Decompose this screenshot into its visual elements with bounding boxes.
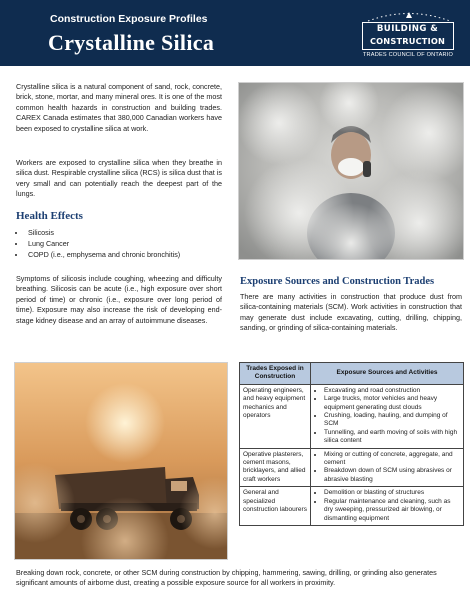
worker-dust-photo (238, 82, 464, 260)
table-cell-activities (311, 487, 464, 526)
table-cell-trade: Operating engineers, and heavy equipment mechanics and operators (240, 384, 311, 448)
table-row (240, 384, 464, 448)
list-item: • COPD (i.e., emphysema and chronic bronchitis) (26, 250, 180, 261)
table-cell-trade: General and specialized construction labourers (240, 487, 311, 526)
table-row (240, 448, 464, 487)
logo-frame (362, 22, 454, 50)
list-item: • Breakdown down of SCM using abrasives or abrasive blasting (324, 467, 460, 484)
list-item: • Regular maintenance and cleaning, such as dry sweeping, pressurized air blowing, or dismantling equipment (324, 498, 460, 523)
list-item: • Crushing, loading, hauling, and dumping of SCM (324, 412, 460, 429)
list-item: • Tunnelling, and earth moving of soils with high silica content (324, 429, 460, 446)
list-item: • Mixing or cutting of concrete, aggregate, and cement (324, 451, 460, 468)
logo-line-1: BUILDING & (376, 24, 439, 34)
list-item: • Demolition or blasting of structures (324, 489, 460, 497)
table-header-sources: Exposure Sources and Activities (311, 363, 464, 385)
exposure-heading: Exposure Sources and Construction Trades (240, 276, 435, 287)
council-logo (356, 10, 460, 60)
list-item: • Excavating and road construction (324, 387, 460, 395)
header-banner (0, 0, 470, 66)
table-header-trades: Trades Exposed in Construction (240, 363, 311, 385)
table-header-row (240, 363, 464, 385)
logo-line-3: TRADES COUNCIL OF ONTARIO (362, 52, 454, 58)
table-cell-trade: Operative plasterers, cement masons, bricklayers, and allied craft workers (240, 448, 311, 487)
health-effects-list (16, 228, 180, 260)
logo-line-2: CONSTRUCTION (369, 36, 446, 46)
list-item: • Lung Cancer (26, 239, 180, 250)
table-cell-activities (311, 384, 464, 448)
profile-subtitle: Construction Exposure Profiles (50, 13, 208, 25)
intro-paragraph-1: Crystalline silica is a natural component of sand, rock, concrete, brick, stone, mortar, and many mineral ores. It is one of the most common health hazards in construction and building trades. CAREX Canada estimates that 380,000 Canadian workers have been exposed to crystalline silica at work. (16, 82, 222, 133)
crown-icon (364, 10, 454, 22)
truck-dust-photo (14, 362, 228, 560)
footer-paragraph: Breaking down rock, concrete, or other SCM during construction by chipping, hammering, sawing, drilling, or grinding also generates significant amounts of airborne dust, creating a possible exposure source for all workers in proximity. (16, 568, 437, 588)
exposure-paragraph: There are many activities in construction that produce dust from silica-containing materials (SCM). Work activities in construction that may generate dust include excavating, cutting, drilling, chipping, sanding, or grinding of silica-containing materials. (240, 292, 462, 333)
page-title: Crystalline Silica (48, 30, 215, 55)
list-item: • Silicosis (26, 228, 180, 239)
table-cell-activities (311, 448, 464, 487)
list-item: • Large trucks, motor vehicles and heavy equipment generating dust clouds (324, 395, 460, 412)
symptoms-paragraph: Symptoms of silicosis include coughing, wheezing and difficulty breathing. Silicosis can be acute (i.e., high exposure over short period of time) or chronic (i.e., exposure over long period of time). Exposure may also increase the risk of developing end-stage kidney disease and an array of autoimmune diseases. (16, 274, 222, 325)
exposure-table (239, 362, 464, 526)
health-effects-heading: Health Effects (16, 210, 83, 222)
table-row (240, 487, 464, 526)
intro-paragraph-2: Workers are exposed to crystalline silica when they breathe in silica dust. Respirable crystalline silica (RCS) is silica dust that is very small and can potentially reach the deepest part of the lungs. (16, 158, 222, 199)
